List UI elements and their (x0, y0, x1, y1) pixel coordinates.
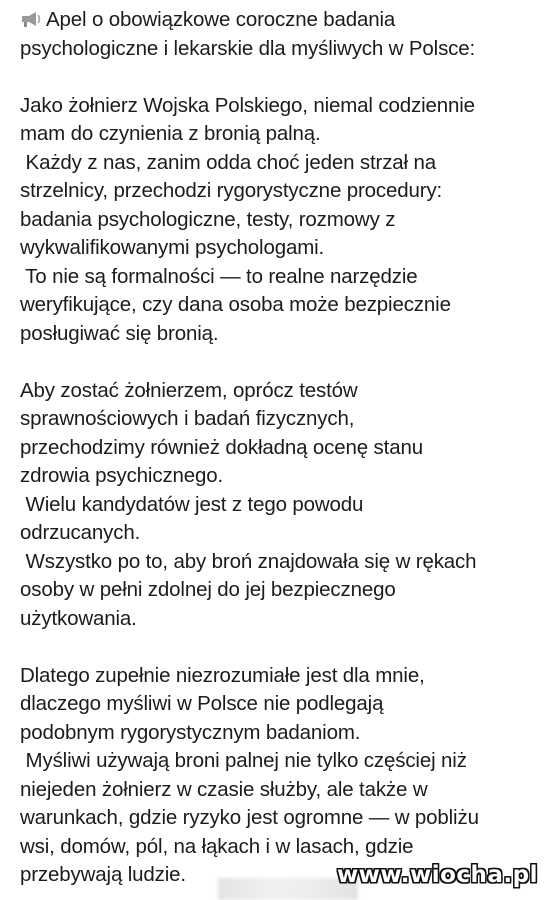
text-line: weryfikujące, czy dana osoba może bezpiecznie (20, 293, 451, 316)
paragraph-1 (20, 92, 540, 349)
watermark: www.wiocha.pl (336, 862, 538, 888)
text-line: strzelnicy, przechodzi rygorystyczne procedury: (20, 179, 443, 202)
title-line-text: Apel o obowiązkowe coroczne badania (46, 8, 396, 31)
text-line: Każdy z nas, zanim odda choć jeden strzał na (20, 150, 437, 174)
text-line: sprawnościowych i badań fizycznych, (20, 407, 355, 430)
post-title (20, 6, 540, 63)
text-line: osoby w pełni zdolnej do jej bezpiecznego (20, 578, 396, 601)
text-line: Myśliwi używają broni palnej nie tylko częściej niż (20, 749, 467, 772)
text-line: wykwalifikowanymi psychologami. (20, 236, 325, 259)
text-line: przebywają ludzie. (20, 863, 186, 886)
paragraph-gap (20, 348, 540, 377)
text-line: Wszystko po to, aby broń znajdowała się w rękach (20, 549, 477, 573)
text-line: przechodzimy również dokładną ocenę stanu (20, 435, 423, 459)
text-line: Dlatego zupełnie niezrozumiałe jest dla mnie, (20, 663, 425, 687)
text-line: warunkach, gdzie ryzyko jest ogromne — w pobliżu (20, 806, 479, 829)
title-line (20, 6, 540, 35)
paragraph-2 (20, 377, 540, 634)
megaphone-icon (20, 8, 42, 26)
text-line: niejeden żołnierz w czasie służby, ale także w (20, 777, 428, 801)
text-line: posługiwać się bronią. (20, 321, 219, 345)
paragraph-3 (20, 662, 540, 890)
text-line: mam do czynienia z bronią palną. (20, 122, 321, 145)
text-line: odrzucanych. (20, 521, 141, 544)
post-text (20, 6, 540, 890)
text-line: Wielu kandydatów jest z tego powodu (20, 492, 364, 516)
paragraph-gap (20, 633, 540, 662)
text-line: wsi, domów, pól, na łąkach i w lasach, gdzie (20, 834, 414, 858)
text-line: badania psychologiczne, testy, rozmowy z (20, 207, 396, 231)
text-line: Aby zostać żołnierzem, oprócz testów (20, 378, 358, 402)
text-line: podobnym rygorystycznym badaniom. (20, 720, 361, 744)
text-line: Jako żołnierz Wojska Polskiego, niemal codziennie (20, 93, 475, 117)
text-line: zdrowia psychicznego. (20, 464, 224, 487)
title-line: psychologiczne i lekarskie dla myśliwych w Polsce: (20, 36, 476, 60)
paragraph-gap (20, 63, 540, 92)
text-line: użytkowania. (20, 606, 137, 630)
text-line: dlaczego myśliwi w Polsce nie podlegają (20, 692, 384, 715)
text-line: To nie są formalności — to realne narzędzie (20, 264, 418, 288)
